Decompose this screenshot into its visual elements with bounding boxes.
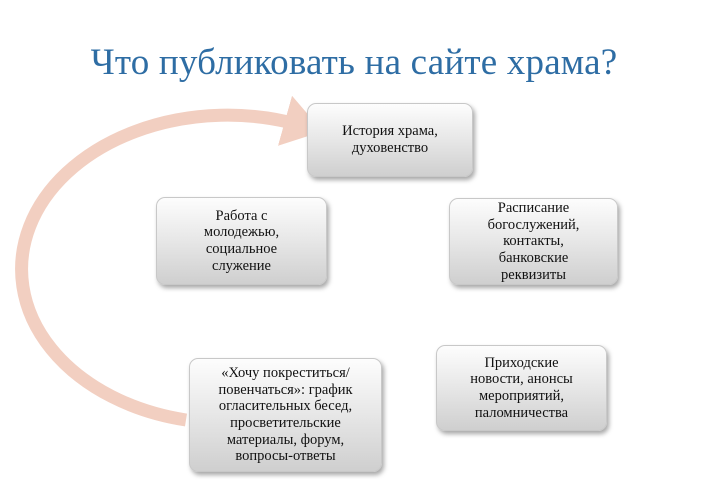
node-baptism-label: «Хочу покреститься/ повенчаться»: график огласительных бесед, просветительские материалы, форум, вопросы-ответы — [218, 364, 353, 465]
node-schedule-label: Расписание богослужений, контакты, банковские реквизиты — [487, 199, 580, 283]
slide-title: Что публиковать на сайте храма? — [90, 42, 618, 83]
node-baptism — [189, 358, 382, 472]
node-news — [436, 345, 607, 431]
node-history-label: История храма, духовенство — [342, 123, 438, 156]
node-schedule — [449, 198, 618, 285]
node-news-label: Приходские новости, анонсы мероприятий, паломничества — [470, 354, 573, 421]
node-youth — [156, 197, 327, 285]
node-youth-label: Работа с молодежью, социальное служение — [203, 207, 280, 274]
node-history — [307, 103, 473, 177]
